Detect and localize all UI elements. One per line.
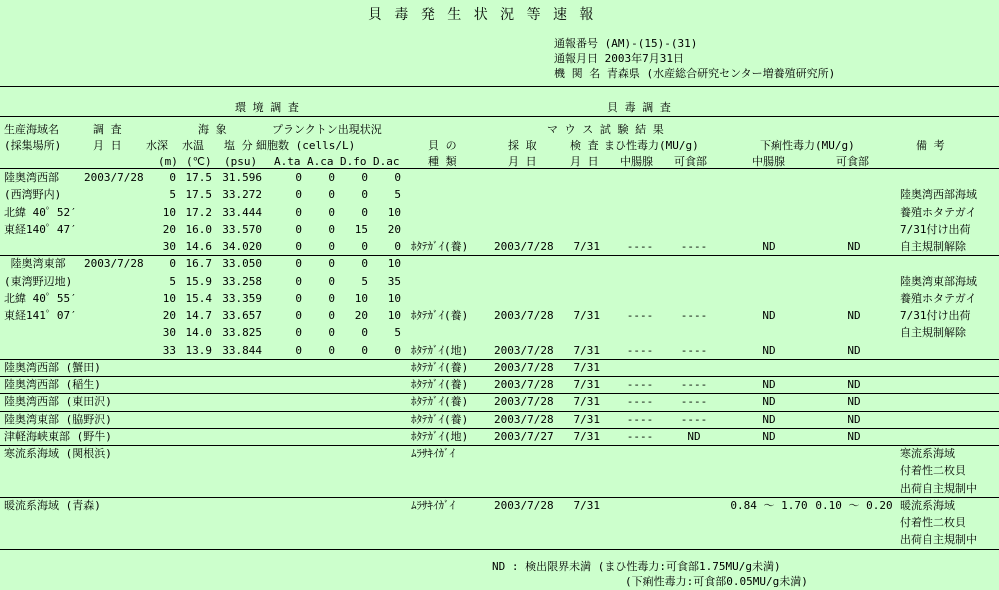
cell-dm: ND <box>762 309 776 322</box>
cell-dm: 0.84 ～ 1.70 <box>730 498 808 512</box>
cell-de: ND <box>847 309 861 322</box>
cell-p1: 0 <box>295 205 302 219</box>
cell-p3: 0 <box>361 205 368 219</box>
cell-d: 5 <box>169 274 176 288</box>
cell-c1: 暖流系海域 (青森) <box>4 498 101 512</box>
cell-p2: 0 <box>328 222 335 236</box>
cell-sh: ﾎﾀﾃｶﾞｲ(養) <box>411 395 469 409</box>
cell-p1: 0 <box>295 257 302 271</box>
cell-in: 7/31 <box>573 498 600 512</box>
cell-dm: ND <box>762 378 776 391</box>
cell-dm: ND <box>762 343 776 357</box>
cell-co: 2003/7/28 <box>494 343 554 357</box>
cell-de: ND <box>847 240 861 253</box>
header-inspect-md: 月 日 <box>570 155 599 168</box>
header-depth: 水深 <box>146 139 168 152</box>
cell-pm: ---- <box>626 309 654 322</box>
cell-co: 2003/7/28 <box>494 412 554 426</box>
row-rule <box>0 445 999 446</box>
header-collect: 採 取 <box>508 139 537 152</box>
cell-p4: 0 <box>394 240 401 253</box>
cell-s: 33.359 <box>222 291 262 305</box>
cell-t: 14.7 <box>185 309 212 322</box>
cell-d: 5 <box>169 188 176 202</box>
cell-p4: 10 <box>387 291 401 305</box>
cell-p4: 10 <box>387 257 401 271</box>
cell-s: 33.570 <box>222 222 262 236</box>
cell-sh: ﾎﾀﾃｶﾞｲ(養) <box>411 360 469 374</box>
row-rule <box>0 376 999 377</box>
header-survey-md: 月 日 <box>93 139 122 152</box>
cell-p2: 0 <box>328 205 335 219</box>
cell-p4: 5 <box>394 188 401 202</box>
cell-c1: (東湾野辺地) <box>4 274 73 288</box>
cell-in: 7/31 <box>573 429 600 443</box>
row-rule <box>0 393 999 394</box>
cell-p3: 15 <box>354 222 368 236</box>
cell-de: ND <box>847 378 861 391</box>
row-rule <box>0 359 999 360</box>
cell-rem: 養殖ホタテガイ <box>900 205 977 219</box>
cell-rem: 陸奥湾西部海域 <box>900 188 977 202</box>
header-remarks: 備 考 <box>916 139 945 152</box>
cell-dm: ND <box>762 395 776 409</box>
cell-t: 14.0 <box>185 326 212 340</box>
header-mouse-test: マ ウ ス 試 験 結 果 <box>547 123 664 136</box>
cell-p2: 0 <box>328 188 335 202</box>
cell-sh: ﾎﾀﾃｶﾞｲ(養) <box>411 309 469 322</box>
cell-p2: 0 <box>328 240 335 253</box>
cell-c1: 北緯 40゜52′ <box>4 205 77 219</box>
header-survey: 調 査 <box>93 123 122 136</box>
cell-p2: 0 <box>328 291 335 305</box>
header-temp-unit: (℃) <box>186 155 212 168</box>
header-sp-dfo: D.fo <box>340 155 367 168</box>
cell-pe: ---- <box>680 309 708 322</box>
cell-p1: 0 <box>295 171 302 184</box>
agency-name: 機 関 名 青森県 (水産総合研究センター増養殖研究所) <box>554 67 836 80</box>
cell-c1: 東経140゜47′ <box>4 222 77 236</box>
cell-t: 16.0 <box>185 222 212 236</box>
cell-pe: ---- <box>680 378 708 391</box>
cell-p4: 5 <box>394 326 401 340</box>
cell-s: 33.444 <box>222 205 262 219</box>
cell-dm: ND <box>762 240 776 253</box>
cell-p2: 0 <box>328 171 335 184</box>
cell-rem: 陸奥湾東部海域 <box>900 274 977 288</box>
header-shellfish-survey: 貝 毒 調 査 <box>607 101 671 114</box>
cell-dm: ND <box>762 412 776 426</box>
cell-rem: 付着性二枚貝 <box>900 464 966 478</box>
cell-c1: 陸奥湾西部 (蟹田) <box>4 360 101 374</box>
header-sp-dac: D.ac <box>373 155 400 168</box>
cell-s: 33.825 <box>222 326 262 340</box>
cell-s: 34.020 <box>222 240 262 253</box>
cell-c1: 陸奥湾西部 (東田沢) <box>4 395 112 409</box>
cell-in: 7/31 <box>573 343 600 357</box>
cell-p4: 0 <box>394 343 401 357</box>
cell-d: 30 <box>162 326 176 340</box>
cell-sh: ﾎﾀﾃｶﾞｲ(養) <box>411 412 469 426</box>
cell-de: ND <box>847 412 861 426</box>
header-depth-unit: (m) <box>158 155 178 168</box>
cell-p3: 0 <box>361 171 368 184</box>
cell-sh: ﾎﾀﾃｶﾞｲ(養) <box>411 240 469 253</box>
cell-de: ND <box>847 429 861 443</box>
cell-de: 0.10 ～ 0.20 <box>815 498 893 512</box>
cell-rem: 出荷自主規制中 <box>900 533 977 547</box>
cell-rem: 付着性二枚貝 <box>900 516 966 529</box>
rule-under-header <box>0 168 999 169</box>
cell-s: 33.844 <box>222 343 262 357</box>
header-shell: 貝 の <box>428 139 457 152</box>
footnote-line-2: (下痢性毒力:可食部0.05MU/g未満) <box>625 575 808 588</box>
cell-s: 33.657 <box>222 309 262 322</box>
cell-pm: ---- <box>626 378 654 391</box>
cell-s: 33.258 <box>222 274 262 288</box>
page-title: 貝 毒 発 生 状 況 等 速 報 <box>368 7 596 23</box>
cell-co: 2003/7/28 <box>494 498 554 512</box>
header-psp: まひ性毒力(MU/g) <box>604 139 699 152</box>
cell-pm: ---- <box>626 395 654 409</box>
header-env-survey: 環 境 調 査 <box>235 101 299 114</box>
cell-dm: ND <box>762 429 776 443</box>
cell-c2: 2003/7/28 <box>84 171 144 184</box>
header-dsp-mid: 中腸腺 <box>752 155 785 168</box>
cell-rem: 7/31付け出荷 <box>900 309 971 322</box>
cell-sh: ﾎﾀﾃｶﾞｲ(地) <box>411 429 469 443</box>
rule-under-group-header <box>0 116 999 117</box>
cell-rem: 出荷自主規制中 <box>900 481 977 495</box>
cell-co: 2003/7/28 <box>494 395 554 409</box>
cell-pm: ---- <box>626 343 654 357</box>
cell-t: 17.5 <box>185 188 212 202</box>
cell-t: 13.9 <box>185 343 212 357</box>
report-number: 通報番号 (AM)-(15)-(31) <box>554 37 698 50</box>
cell-co: 2003/7/28 <box>494 360 554 374</box>
cell-p2: 0 <box>328 326 335 340</box>
row-rule <box>0 549 999 550</box>
cell-pe: ---- <box>680 343 708 357</box>
cell-c1: 陸奥湾西部 (稲生) <box>4 378 101 391</box>
cell-p2: 0 <box>328 343 335 357</box>
cell-p3: 0 <box>361 326 368 340</box>
cell-p3: 0 <box>361 257 368 271</box>
cell-pe: ND <box>687 429 701 443</box>
cell-de: ND <box>847 395 861 409</box>
cell-sh: ﾑﾗｻｷｲｶﾞｲ <box>411 498 455 512</box>
cell-de: ND <box>847 343 861 357</box>
cell-pm: ---- <box>626 429 654 443</box>
cell-p1: 0 <box>295 326 302 340</box>
cell-c1: 東経141゜07′ <box>4 309 77 322</box>
cell-s: 31.596 <box>222 171 262 184</box>
cell-pm: ---- <box>626 412 654 426</box>
cell-s: 33.050 <box>222 257 262 271</box>
cell-in: 7/31 <box>573 360 600 374</box>
header-psp-mid: 中腸腺 <box>620 155 653 168</box>
header-site: (採集場所) <box>4 139 62 152</box>
header-temp: 水温 <box>182 139 204 152</box>
cell-d: 20 <box>162 309 176 322</box>
rule-top <box>0 86 999 87</box>
cell-pe: ---- <box>680 395 708 409</box>
cell-p1: 0 <box>295 240 302 253</box>
cell-p4: 10 <box>387 309 401 322</box>
header-salinity-unit: (psu) <box>224 155 258 168</box>
cell-rem: 7/31付け出荷 <box>900 222 971 236</box>
cell-d: 10 <box>162 291 176 305</box>
cell-c1: 北緯 40゜55′ <box>4 291 77 305</box>
cell-co: 2003/7/28 <box>494 309 554 322</box>
cell-t: 15.9 <box>185 274 212 288</box>
header-ocean: 海 象 <box>198 123 227 136</box>
cell-rem: 暖流系海域 <box>900 498 955 512</box>
header-dsp-edible: 可食部 <box>836 155 869 168</box>
row-rule <box>0 428 999 429</box>
cell-co: 2003/7/27 <box>494 429 554 443</box>
cell-in: 7/31 <box>573 412 600 426</box>
footnote-line-1: ND : 検出限界未満 (まひ性毒力:可食部1.75MU/g未満) <box>492 560 781 573</box>
cell-t: 17.2 <box>185 205 212 219</box>
cell-c1: 津軽海峡東部 (野牛) <box>4 429 112 443</box>
cell-p1: 0 <box>295 291 302 305</box>
cell-in: 7/31 <box>573 240 600 253</box>
cell-in: 7/31 <box>573 309 600 322</box>
cell-p4: 20 <box>387 222 401 236</box>
cell-c1: 陸奥湾東部 <box>4 257 66 271</box>
cell-p3: 0 <box>361 240 368 253</box>
cell-p2: 0 <box>328 309 335 322</box>
header-cells: 細胞数 (cells/L) <box>256 139 356 152</box>
cell-rem: 養殖ホタテガイ <box>900 291 977 305</box>
cell-p3: 20 <box>354 309 368 322</box>
cell-rem: 寒流系海域 <box>900 447 955 460</box>
row-rule <box>0 411 999 412</box>
cell-in: 7/31 <box>573 395 600 409</box>
header-salinity: 塩 分 <box>224 139 253 152</box>
cell-p1: 0 <box>295 274 302 288</box>
cell-in: 7/31 <box>573 378 600 391</box>
cell-sh: ﾎﾀﾃｶﾞｲ(養) <box>411 378 469 391</box>
header-collect-md: 月 日 <box>508 155 537 168</box>
cell-c1: 陸奥湾西部 <box>4 171 59 184</box>
cell-c1: 寒流系海域 (関根浜) <box>4 447 112 460</box>
cell-p2: 0 <box>328 274 335 288</box>
cell-c2: 2003/7/28 <box>84 257 144 271</box>
cell-p1: 0 <box>295 343 302 357</box>
cell-pe: ---- <box>680 240 708 253</box>
header-inspect: 検 査 <box>570 139 599 152</box>
cell-co: 2003/7/28 <box>494 240 554 253</box>
cell-d: 0 <box>169 257 176 271</box>
cell-t: 17.5 <box>185 171 212 184</box>
cell-d: 30 <box>162 240 176 253</box>
cell-c1: (西湾野内) <box>4 188 62 202</box>
header-psp-edible: 可食部 <box>674 155 707 168</box>
cell-pe: ---- <box>680 412 708 426</box>
cell-d: 10 <box>162 205 176 219</box>
cell-d: 0 <box>169 171 176 184</box>
cell-s: 33.272 <box>222 188 262 202</box>
cell-co: 2003/7/28 <box>494 378 554 391</box>
cell-p3: 10 <box>354 291 368 305</box>
cell-p2: 0 <box>328 257 335 271</box>
cell-d: 20 <box>162 222 176 236</box>
cell-d: 33 <box>162 343 176 357</box>
cell-p3: 5 <box>361 274 368 288</box>
cell-rem: 自主規制解除 <box>900 326 966 340</box>
header-sp-ata: A.ta <box>274 155 301 168</box>
cell-rem: 自主規制解除 <box>900 240 966 253</box>
cell-p4: 0 <box>394 171 401 184</box>
header-sp-aca: A.ca <box>307 155 334 168</box>
cell-t: 15.4 <box>185 291 212 305</box>
header-area: 生産海域名 <box>4 123 59 136</box>
cell-sh: ﾎﾀﾃｶﾞｲ(地) <box>411 343 469 357</box>
cell-t: 14.6 <box>185 240 212 253</box>
cell-p1: 0 <box>295 222 302 236</box>
cell-c1: 陸奥湾東部 (脇野沢) <box>4 412 112 426</box>
cell-sh: ﾑﾗｻｷｲｶﾞｲ <box>411 447 455 460</box>
header-plankton: プランクトン出現状況 <box>272 123 382 136</box>
row-rule <box>0 255 999 256</box>
cell-p3: 0 <box>361 188 368 202</box>
row-rule <box>0 497 999 498</box>
cell-t: 16.7 <box>185 257 212 271</box>
header-shell-type: 種 類 <box>428 155 457 168</box>
cell-p4: 10 <box>387 205 401 219</box>
cell-p1: 0 <box>295 309 302 322</box>
cell-p1: 0 <box>295 188 302 202</box>
cell-pm: ---- <box>626 240 654 253</box>
cell-p3: 0 <box>361 343 368 357</box>
cell-p4: 35 <box>387 274 401 288</box>
report-date: 通報月日 2003年7月31日 <box>554 52 684 65</box>
header-dsp: 下痢性毒力(MU/g) <box>760 139 855 152</box>
